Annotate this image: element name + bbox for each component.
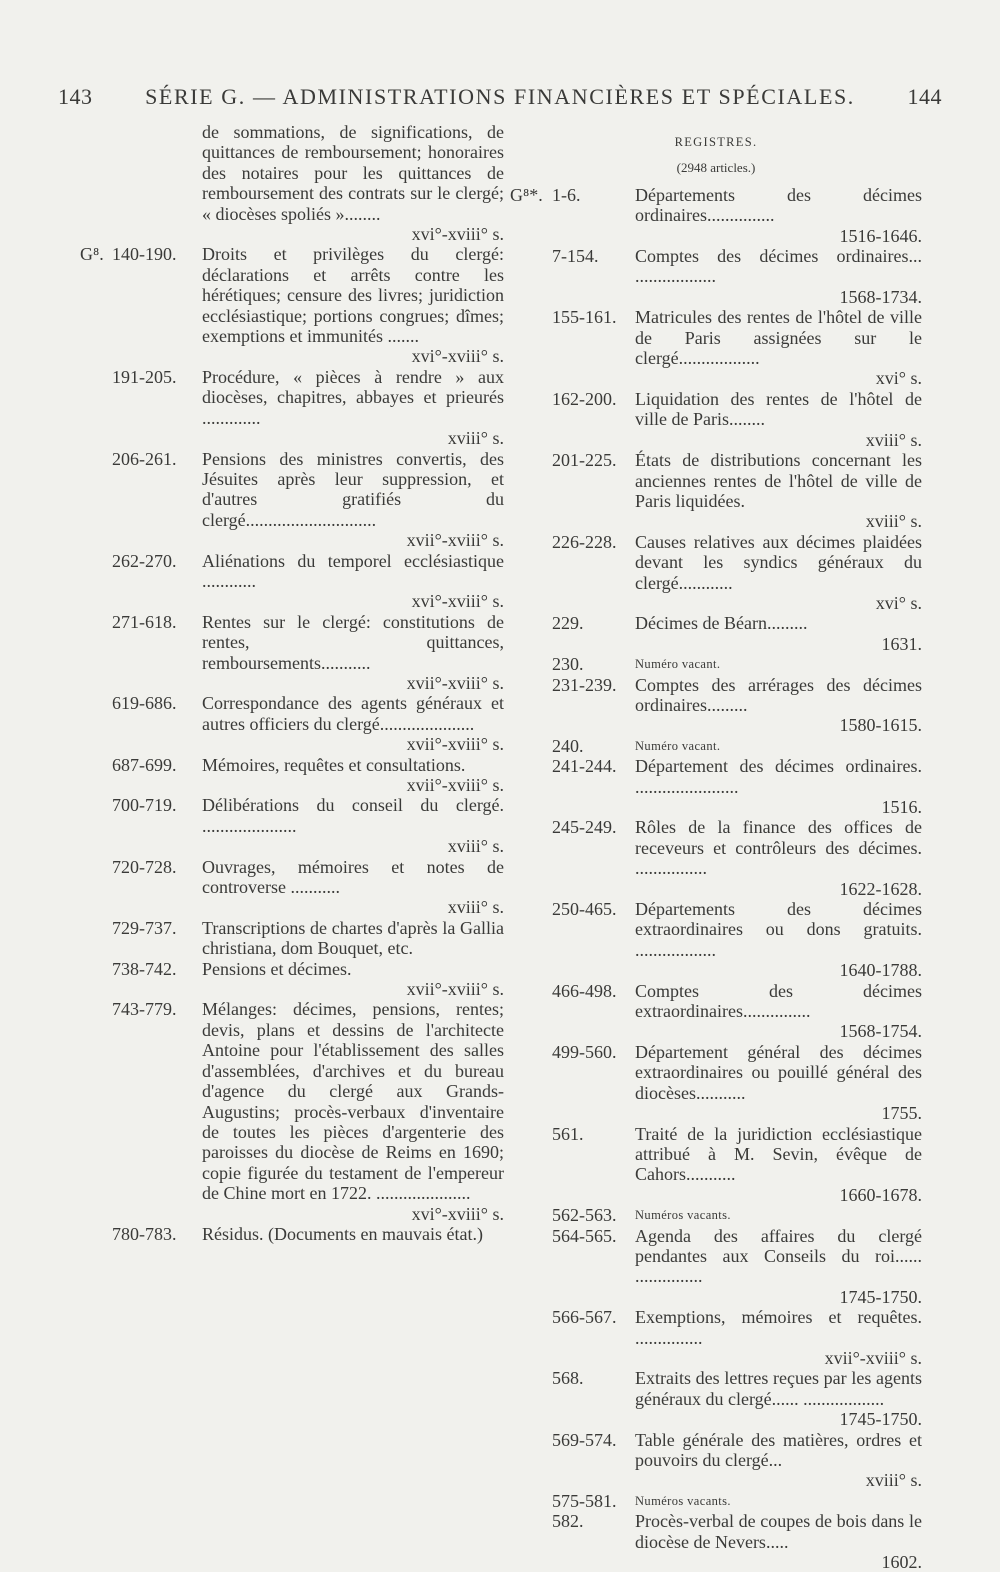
entry-date: xvii°-xviii° s. [406,979,504,1000]
page-number-left: 143 [58,84,93,109]
entry-number: 271-618. [112,611,177,632]
entry-number: 564-565. [552,1225,617,1246]
entry-number: 582. [552,1511,584,1532]
catalog-entry [510,899,922,981]
entry-date: xvi° s. [875,368,922,389]
catalog-entry [510,532,922,614]
entry-number: 206-261. [112,448,177,469]
entry-number: 561. [552,1123,584,1144]
catalog-entry [510,1226,922,1308]
entry-number: 201-225. [552,450,617,471]
entry-text: Correspondance des agents généraux et autres officiers du clergé..................... [202,693,504,734]
entry-number: 687-699. [112,754,177,775]
left-column [80,122,504,1244]
catalog-entry [112,449,504,551]
catalog-entry [510,1491,922,1511]
entry-number: 245-249. [552,817,617,838]
entry-number: 191-205. [112,366,177,387]
entry-text: Comptes des arrérages des décimes ordinaires......... [635,674,922,715]
entry-number: 230. [552,654,584,675]
entry-date: xvii°-xviii° s. [406,775,504,795]
catalog-entry [112,918,504,959]
catalog-entry [510,1124,922,1206]
catalog-entry [510,307,922,389]
catalog-entry [112,1224,504,1244]
entry-text: Table générale des matières, ordres et pouvoirs du clergé... [635,1429,922,1470]
entry-text: Départements des décimes ordinaires............... [635,184,922,226]
entry-date: xviii° s. [447,428,504,449]
entry-date: xviii° s. [865,429,922,450]
entry-date: 1580-1615. [839,715,922,736]
entry-date: 1602. [881,1552,922,1572]
entry-text: Délibérations du conseil du clergé. ..................... [202,795,504,836]
catalog-entry [112,612,504,694]
entry-text: Numéro vacant. [635,657,721,672]
entry-date: 1622-1628. [839,878,922,899]
catalog-entry [80,244,504,367]
series-label: G⁸*. [510,184,543,205]
entry-number: 575-581. [552,1490,617,1511]
entry-number: 619-686. [112,693,177,714]
page-number-right: 144 [907,84,942,109]
entry-date: 1568-1754. [839,1021,922,1042]
entry-number: 466-498. [552,980,617,1001]
entry-text: Mémoires, requêtes et consultations. [202,754,466,775]
entry-number: 700-719. [112,795,177,816]
catalog-entry [510,389,922,450]
entry-text: Numéros vacants. [635,1493,731,1508]
entry-text: Exemptions, mémoires et requêtes. ............... [635,1307,922,1348]
entry-date: xvii°-xviii° s. [406,530,504,551]
entry-number: 562-563. [552,1205,617,1226]
entry-date: 1745-1750. [839,1286,922,1307]
catalog-entry [112,755,504,796]
entry-date: 1516-1646. [839,225,922,246]
entry-text: Département général des décimes extraordinaires ou pouillé général des diocèses........... [635,1041,922,1103]
entry-date: 1631. [881,633,922,654]
entry-date: xviii° s. [447,897,504,918]
entry-text: Départements des décimes extraordinaires ou dons gratuits. .................. [635,899,922,960]
entry-number: 240. [552,735,584,756]
catalog-entry [510,1307,922,1368]
catalog-entry [510,817,922,899]
catalog-entry [510,246,922,307]
running-title: SÉRIE G. — ADMINISTRATIONS FINANCIÈRES ET SPÉCIALES. [145,84,855,109]
catalog-entry [112,959,504,1000]
article-count: (2948 articles.) [676,160,756,176]
entry-text: Rentes sur le clergé: constitutions de rentes, quittances, remboursements........... [202,611,504,673]
catalog-entry [510,981,922,1042]
entry-date: 1568-1734. [839,286,922,307]
entry-number: 155-161. [552,307,617,328]
entry-number: 738-742. [112,958,177,979]
entry-number: 568. [552,1368,584,1389]
catalog-entry [510,613,922,654]
section-heading: REGISTRES. [674,135,758,149]
catalog-entry [112,857,504,918]
entry-number: 499-560. [552,1041,617,1062]
catalog-entry [510,1205,922,1225]
entry-text: Liquidation des rentes de l'hôtel de ville de Paris........ [635,388,922,430]
entry-text: Ouvrages, mémoires et notes de controverse ........... [202,856,504,898]
entry-number: 569-574. [552,1429,617,1450]
catalog-entry [112,999,504,1223]
entry-text: Agenda des affaires du clergé pendantes aux Conseils du roi...... ............... [635,1225,922,1287]
entry-number: 250-465. [552,899,617,920]
entry-text: Matricules des rentes de l'hôtel de ville de Paris assignées sur le clergé.................. [635,307,922,369]
intro-entry [112,122,504,244]
entry-number: 162-200. [552,388,617,409]
catalog-entry [510,736,922,756]
entry-date: 1516. [881,797,922,817]
catalog-entry [510,1368,922,1429]
entry-number: 262-270. [112,550,177,571]
entry-number: 7-154. [552,246,599,267]
entry-date: xviii° s. [447,836,504,857]
catalog-entry [510,756,922,817]
catalog-entry [112,795,504,856]
entry-number: 229. [552,613,584,634]
catalog-entry [510,450,922,532]
entry-date: 1640-1788. [839,960,922,981]
entry-number: 226-228. [552,531,617,552]
entry-text: Procédure, « pièces à rendre » aux diocèses, chapitres, abbayes et prieurés ............. [202,366,504,428]
entry-text: Numéros vacants. [635,1208,731,1223]
right-column [510,131,922,1572]
right-entry-list [510,185,922,1572]
entry-date: 1745-1750. [839,1409,922,1430]
entry-text: Mélanges: décimes, pensions, rentes; devis, plans et dessins de l'architecte Antoine pour l'établissement des salles d'assemblées, d'archives et du bureau d'agence du clergé aux Grands-Augustins; procès-verbaux d'inventaire de toutes les pièces d'argenterie des paroisses du diocèse de Reims en 1690; copie figurée du testament de l'empereur de Chine mort en 1722. ..................... [202,999,504,1204]
entry-number: 729-737. [112,917,177,938]
entry-date: xvii°-xviii° s. [406,734,504,755]
entry-text: de sommations, de significations, de quittances de remboursement; honoraires des notaires pour les quittances de remboursement des contrats sur le clergé; « diocèses spoliés »........ [202,122,504,224]
entry-text: Comptes des décimes ordinaires... .................. [635,246,922,287]
entry-date: xvi°-xviii° s. [411,224,504,245]
entry-text: Comptes des décimes extraordinaires............... [635,980,922,1022]
entry-date: 1755. [881,1103,922,1124]
left-entry-list [80,244,504,1244]
series-label: G⁸. [80,244,104,265]
catalog-entry [510,1511,922,1572]
entry-text: Extraits des lettres reçues par les agents généraux du clergé...... .................. [635,1368,922,1409]
entry-date: 1660-1678. [839,1184,922,1205]
catalog-entry [112,367,504,449]
entry-text: Résidus. (Documents en mauvais état.) [202,1223,483,1244]
catalog-entry [510,185,922,246]
entry-number: 743-779. [112,999,177,1020]
entry-text: Département des décimes ordinaires. ....................... [635,756,922,797]
entry-text: Transcriptions de chartes d'après la Gallia christiana, dom Bouquet, etc. [202,917,504,959]
entry-text: Rôles de la finance des offices de receveurs et contrôleurs des décimes. ................ [635,817,922,879]
entry-text: Procès-verbal de coupes de bois dans le diocèse de Nevers..... [635,1511,922,1552]
entry-date: xvii°-xviii° s. [406,672,504,693]
entry-number: 1-6. [552,184,581,205]
entry-number: 241-244. [552,756,617,777]
entry-text: États de distributions concernant les anciennes rentes de l'hôtel de ville de Paris liquidées. [635,450,922,511]
entry-text: Décimes de Béarn......... [635,613,808,634]
entry-number: 566-567. [552,1307,617,1328]
catalog-entry [510,654,922,674]
entry-text: Droits et privilèges du clergé: déclarations et arrêts contre les hérétiques; censure des livres; juridiction ecclésiastique; portions congrues; dîmes; exemptions et immunités ....... [202,244,504,347]
catalog-entry [510,675,922,736]
entry-text: Pensions des ministres convertis, des Jésuites après leur suppression, et d'autres gratifiés du clergé............................. [202,448,504,530]
entry-date: xvi°-xviii° s. [411,346,504,367]
entry-number: 780-783. [112,1223,177,1244]
entry-text: Traité de la juridiction ecclésiastique attribué à M. Sevin, évêque de Cahors........... [635,1123,922,1185]
entry-date: xvi° s. [875,592,922,613]
entry-text: Aliénations du temporel ecclésiastique ............ [202,550,504,591]
entry-date: xvii°-xviii° s. [824,1347,922,1368]
entry-date: xvi°-xviii° s. [411,591,504,612]
entry-date: xvi°-xviii° s. [411,1203,504,1224]
catalog-entry [510,1430,922,1491]
catalog-entry [112,551,504,612]
entry-date: xviii° s. [865,511,922,532]
entry-text: Causes relatives aux décimes plaidées devant les syndics généraux du clergé............ [635,531,922,593]
entry-text: Numéro vacant. [635,738,721,753]
entry-number: 231-239. [552,674,617,695]
entry-date: xviii° s. [865,1470,922,1491]
catalog-entry [112,693,504,754]
entry-number: 140-190. [112,244,177,265]
catalog-entry [510,1042,922,1124]
entry-number: 720-728. [112,856,177,877]
entry-text: Pensions et décimes. [202,958,352,979]
